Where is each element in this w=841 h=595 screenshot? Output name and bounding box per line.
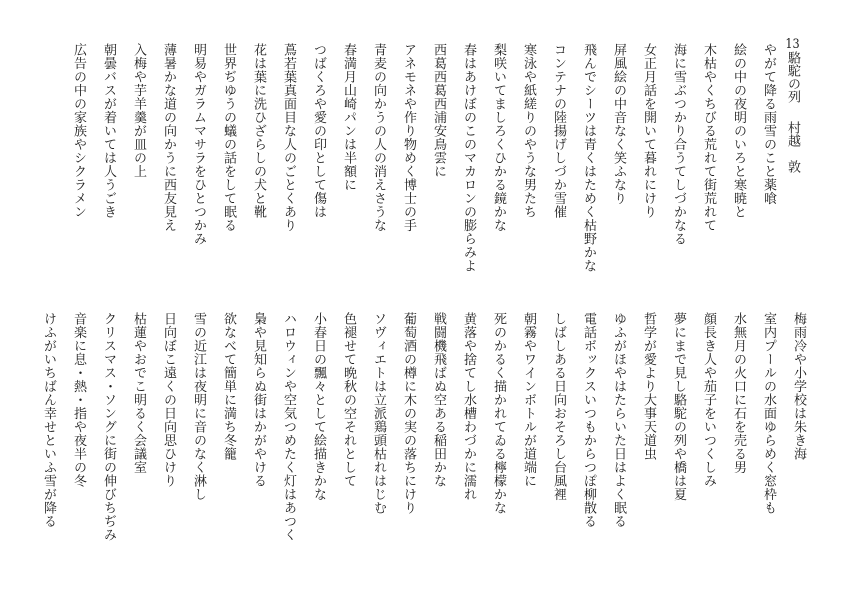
section-number: 13 — [785, 38, 800, 51]
haiku-line: 海に雪ぶつかり合うてしづかなる — [671, 43, 686, 246]
haiku-line: 葡萄酒の樽に木の実の落ちにけり — [401, 312, 416, 515]
haiku-line: 枯蓮やおでこ明るく会議室 — [131, 312, 146, 474]
haiku-line: 音楽に息・熱・指や夜半の冬 — [71, 312, 86, 488]
haiku-line: 黄落や捨てし水槽わづかに濡れ — [461, 312, 476, 501]
haiku-line: 明易やガラムマサラをひとつかみ — [191, 43, 206, 246]
haiku-line: 絵の中の夜明のいろと寒暁と — [731, 43, 746, 219]
haiku-line: ゆふがほやはたらいた日はよく眠る — [611, 312, 626, 528]
author-name: 村越 敦 — [785, 121, 800, 174]
haiku-line: 梟や見知らぬ街はかがやける — [251, 312, 266, 488]
haiku-line: しばしある日向おそろし台風裡 — [551, 312, 566, 501]
haiku-line: 雪の近江は夜明に音のなく淋し — [191, 312, 206, 501]
haiku-line: 朝曇バスが着いては人うごき — [101, 43, 116, 219]
haiku-line: 欲なべて簡単に満ち冬籠 — [221, 312, 236, 461]
haiku-line: ハロウィンや空気つめたく灯はあつく — [281, 312, 296, 542]
haiku-line: 青麦の向かうの人の消えさうな — [371, 43, 386, 232]
haiku-line: つばくろや愛の印として傷は — [311, 43, 326, 219]
haiku-line: 入梅や芋羊羹が皿の上 — [131, 43, 146, 178]
haiku-line: 世界ぢゆうの蟻の話をして眠る — [221, 43, 236, 232]
haiku-line: けふがいちばん幸せといふ雪が降る — [41, 312, 56, 528]
haiku-line: 木枯やくちびる荒れて街荒れて — [701, 43, 716, 232]
haiku-line: 死のかるく描かれてゐる檸檬かな — [491, 312, 506, 515]
section-title: 駱駝の列 — [785, 51, 800, 103]
haiku-line: 電話ボックスいつもからつぽ柳散る — [581, 312, 596, 528]
haiku-line: 屏風絵の中音なく笑ふなり — [611, 43, 626, 205]
haiku-line: 女正月話を開いて暮れにけり — [641, 43, 656, 219]
haiku-line: ソヴィエトは立派鶏頭枯れはじむ — [371, 312, 386, 515]
haiku-line: コンテナの陸揚げしづか雪催 — [551, 43, 566, 219]
haiku-line: 梨咲いてましろくひかる鏡かな — [491, 43, 506, 232]
haiku-line: やがて降る雨雪のこと薬喰 — [761, 43, 776, 205]
haiku-line: 色褪せて晩秋の空それとして — [341, 312, 356, 488]
haiku-line: 夢にまで見し駱駝の列や橋は夏 — [671, 312, 686, 501]
haiku-line: 水無月の火口に石を売る男 — [731, 312, 746, 474]
haiku-line: 花は葉に洗ひざらしの犬と靴 — [251, 43, 266, 219]
haiku-line: 小春日の飄々として絵描きかな — [311, 312, 326, 501]
haiku-line: 蔦若葉真面目な人のごとくあり — [281, 43, 296, 232]
haiku-line — [37, 43, 59, 293]
haiku-line: 広告の中の家族やシクラメン — [71, 43, 86, 219]
haiku-line: 西葛西葛西浦安鳥雲に — [431, 43, 446, 178]
haiku-line: 日向ぼこ遠くの日向思ひけり — [161, 312, 176, 488]
haiku-line: アネモネや作り物めく博士の手 — [401, 43, 416, 232]
haiku-line: 顔長き人や茄子をいつくしみ — [701, 312, 716, 488]
haiku-line: 薄暑かな道の向かうに西友見え — [161, 43, 176, 232]
haiku-line: 室内プールの水面ゆらめく窓枠も — [761, 312, 776, 515]
haiku-line: 春はあけぼのこのマカロンの膨らみよ — [461, 43, 476, 273]
haiku-line: 戦闘機飛ばぬ空ある稲田かな — [431, 312, 446, 488]
haiku-line: 朝霧やワインボトルが道端に — [521, 312, 536, 488]
title-block — [781, 38, 803, 298]
haiku-line: クリスマス・ソングに街の伸びちぢみ — [101, 312, 116, 542]
haiku-line: 梅雨冷や小学校は朱き海 — [791, 312, 806, 461]
haiku-line: 春満月山崎パンは半額に — [341, 43, 356, 192]
haiku-line: 寒泳や紙縒りのやうな男たち — [521, 43, 536, 219]
haiku-line: 飛んでシーツは青くはためく枯野かな — [581, 43, 596, 273]
haiku-line: 哲学が愛より大事天道虫 — [641, 312, 656, 461]
